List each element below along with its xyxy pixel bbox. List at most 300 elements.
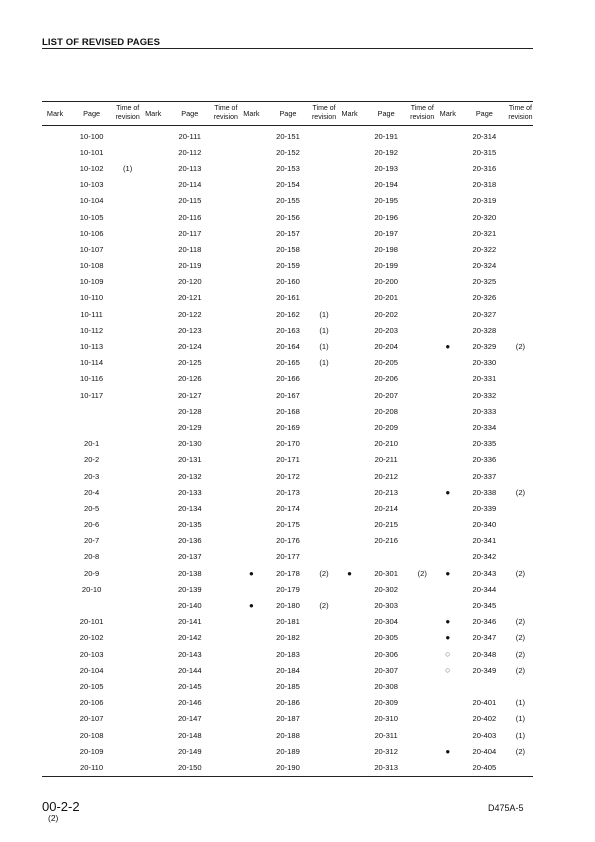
page-cell: 20-333 — [472, 406, 497, 416]
mark-cell — [140, 695, 166, 711]
mark-cell — [140, 581, 166, 597]
model-code: D475A-5 — [488, 803, 524, 813]
mark-cell — [337, 355, 363, 371]
mark-cell — [42, 565, 68, 581]
revision-cell — [312, 533, 337, 549]
revision-cell — [410, 581, 435, 597]
revision-cell — [312, 727, 337, 743]
filled-circle-icon: ● — [445, 568, 451, 578]
page-cell: 20-315 — [472, 147, 497, 157]
page-cell: 20-124 — [177, 342, 202, 352]
mark-cell — [140, 500, 166, 516]
revision-cell — [410, 468, 435, 484]
page-cell: 20-347 — [472, 633, 497, 643]
revision-cell — [410, 517, 435, 533]
page-cell: 20-146 — [177, 698, 202, 708]
page-cell: 20-144 — [177, 665, 202, 675]
mark-cell — [337, 274, 363, 290]
mark-cell — [435, 533, 461, 549]
page-cell: 20-196 — [374, 212, 398, 222]
revision-cell — [213, 468, 238, 484]
revision-cell — [508, 678, 533, 694]
table-row — [42, 241, 533, 257]
page-title: LIST OF REVISED PAGES — [42, 37, 161, 48]
table-row — [42, 403, 533, 419]
mark-cell — [435, 403, 461, 419]
mark-cell — [337, 193, 363, 209]
mark-cell — [238, 225, 264, 241]
page-header: Page — [363, 102, 410, 126]
mark-cell — [238, 258, 264, 274]
table-row — [42, 662, 533, 678]
revision-cell — [213, 274, 238, 290]
page-cell: 20-133 — [177, 487, 202, 497]
page-cell: 20-172 — [276, 471, 300, 481]
page-cell: 20-6 — [83, 520, 100, 530]
mark-cell — [435, 678, 461, 694]
mark-cell — [337, 597, 363, 613]
page-cell: 20-9 — [83, 568, 100, 578]
page-cell: 20-156 — [276, 212, 300, 222]
revision-cell — [312, 500, 337, 516]
filled-circle-icon: ● — [445, 342, 451, 352]
mark-cell — [337, 160, 363, 176]
table-row — [42, 711, 533, 727]
page-cell: 20-123 — [177, 325, 202, 335]
revision-cell — [115, 533, 140, 549]
revision-cell — [213, 597, 238, 613]
mark-cell — [140, 630, 166, 646]
revision-cell — [410, 759, 435, 776]
table-row — [42, 614, 533, 630]
revision-cell — [508, 355, 533, 371]
page-cell: 10-104 — [79, 196, 104, 206]
page-cell: 20-306 — [374, 649, 398, 659]
page-cell: 20-143 — [177, 649, 202, 659]
page-cell — [68, 403, 115, 419]
revision-cell — [410, 630, 435, 646]
revision-cell: (1) — [515, 698, 526, 708]
page-cell: 20-202 — [374, 309, 398, 319]
mark-cell — [140, 678, 166, 694]
page-cell: 20-303 — [374, 601, 398, 611]
mark-cell — [337, 436, 363, 452]
page-cell: 20-213 — [374, 487, 398, 497]
mark-cell — [140, 355, 166, 371]
page-cell: 20-332 — [472, 390, 497, 400]
mark-cell — [42, 387, 68, 403]
title-divider — [42, 48, 533, 49]
revision-cell — [312, 144, 337, 160]
time-header: Time of revision — [312, 102, 337, 126]
mark-cell — [337, 403, 363, 419]
revision-cell — [115, 711, 140, 727]
mark-cell — [140, 484, 166, 500]
revision-cell — [115, 209, 140, 225]
mark-cell — [238, 355, 264, 371]
table-row — [42, 306, 533, 322]
page-cell: 20-128 — [177, 406, 202, 416]
hollow-circle-icon: ○ — [445, 649, 451, 660]
table-row — [42, 387, 533, 403]
table-row — [42, 209, 533, 225]
mark-cell — [140, 371, 166, 387]
mark-cell — [238, 452, 264, 468]
mark-cell — [337, 630, 363, 646]
mark-cell — [42, 290, 68, 306]
revision-cell — [508, 371, 533, 387]
page-cell: 20-346 — [472, 617, 497, 627]
revision-cell — [508, 241, 533, 257]
mark-cell — [238, 306, 264, 322]
mark-cell — [435, 258, 461, 274]
mark-cell — [140, 711, 166, 727]
page-cell: 20-334 — [472, 422, 497, 432]
time-header: Time of revision — [410, 102, 435, 126]
mark-cell — [42, 581, 68, 597]
revision-cell — [312, 160, 337, 176]
page-cell: 20-305 — [374, 633, 398, 643]
mark-cell — [42, 743, 68, 759]
mark-cell — [238, 144, 264, 160]
mark-cell — [42, 759, 68, 776]
page-cell: 10-101 — [79, 147, 104, 157]
page-cell: 20-145 — [177, 681, 202, 691]
page-cell: 20-179 — [276, 584, 300, 594]
mark-cell — [238, 517, 264, 533]
mark-cell — [140, 565, 166, 581]
page-cell: 10-112 — [80, 325, 104, 335]
page-cell: 20-208 — [374, 406, 398, 416]
filled-circle-icon: ● — [347, 568, 352, 578]
mark-cell — [42, 662, 68, 678]
table-row — [42, 630, 533, 646]
page-header: Page — [68, 102, 115, 126]
page-cell: 20-312 — [374, 746, 398, 756]
table-row — [42, 468, 533, 484]
page-cell: 20-195 — [374, 196, 398, 206]
page-cell: 20-402 — [472, 714, 497, 724]
page-cell: 10-113 — [80, 342, 104, 352]
revision-cell — [410, 614, 435, 630]
page-cell: 20-108 — [79, 730, 104, 740]
revision-cell — [410, 258, 435, 274]
page-cell: 20-153 — [276, 163, 300, 173]
page-cell: 20-109 — [79, 746, 104, 756]
mark-cell — [435, 387, 461, 403]
mark-cell — [42, 338, 68, 354]
mark-cell — [42, 727, 68, 743]
revision-cell — [213, 452, 238, 468]
revision-cell — [410, 193, 435, 209]
mark-cell — [435, 126, 461, 145]
table-header-row — [42, 102, 533, 126]
revision-cell — [312, 419, 337, 435]
revision-cell — [115, 258, 140, 274]
mark-cell — [238, 126, 264, 145]
mark-cell — [42, 452, 68, 468]
revision-cell — [508, 452, 533, 468]
page-revision: (2) — [48, 813, 59, 823]
page-cell: 20-116 — [178, 212, 202, 222]
mark-cell — [238, 533, 264, 549]
mark-cell — [42, 322, 68, 338]
mark-cell — [337, 241, 363, 257]
page-cell: 10-110 — [80, 293, 104, 303]
revision-cell — [213, 517, 238, 533]
page-cell: 20-120 — [177, 277, 202, 287]
mark-cell — [140, 306, 166, 322]
page-cell: 20-175 — [276, 520, 300, 530]
mark-cell — [337, 419, 363, 435]
page-cell: 20-176 — [276, 536, 300, 546]
page-cell: 10-107 — [79, 244, 104, 254]
mark-cell — [435, 225, 461, 241]
table-row — [42, 177, 533, 193]
page-cell: 20-330 — [472, 358, 497, 368]
mark-cell — [337, 695, 363, 711]
revision-cell — [115, 225, 140, 241]
page-cell: 20-5 — [83, 503, 100, 513]
revision-cell — [508, 290, 533, 306]
page-cell: 20-197 — [374, 228, 398, 238]
mark-cell — [140, 144, 166, 160]
page-cell: 20-174 — [276, 503, 300, 513]
mark-cell — [140, 468, 166, 484]
page-cell: 20-147 — [177, 714, 202, 724]
revision-cell — [213, 549, 238, 565]
revision-cell — [115, 517, 140, 533]
revision-cell: (2) — [515, 633, 526, 643]
mark-cell — [42, 160, 68, 176]
page-cell: 20-313 — [363, 759, 410, 776]
table-row — [42, 452, 533, 468]
page-cell: 20-204 — [374, 342, 398, 352]
mark-cell — [42, 597, 68, 613]
table-row — [42, 322, 533, 338]
page-cell: 20-335 — [472, 439, 497, 449]
page-cell: 20-341 — [472, 536, 497, 546]
page-cell: 20-349 — [472, 665, 497, 675]
page-cell: 20-137 — [177, 552, 202, 562]
mark-cell — [140, 646, 166, 662]
page-cell: 20-310 — [374, 714, 398, 724]
page-cell: 20-3 — [83, 471, 100, 481]
page-cell: 20-7 — [83, 536, 100, 546]
page-cell: 20-135 — [177, 520, 202, 530]
page-cell — [461, 678, 508, 694]
page-cell: 20-130 — [177, 439, 202, 449]
mark-cell — [140, 258, 166, 274]
revision-cell — [410, 662, 435, 678]
table-row — [42, 678, 533, 694]
revision-cell — [115, 436, 140, 452]
revision-cell — [410, 549, 435, 565]
page-cell: 20-152 — [276, 147, 300, 157]
mark-cell — [238, 403, 264, 419]
mark-cell — [42, 711, 68, 727]
revision-cell — [410, 225, 435, 241]
page-cell: 20-171 — [276, 455, 300, 465]
page-cell: 20-1 — [83, 439, 100, 449]
table-body — [42, 126, 533, 777]
mark-cell — [238, 177, 264, 193]
revision-cell — [410, 500, 435, 516]
mark-cell — [337, 743, 363, 759]
mark-cell — [140, 419, 166, 435]
revision-cell — [115, 662, 140, 678]
revision-cell — [508, 209, 533, 225]
page-cell: 20-321 — [472, 228, 497, 238]
revision-cell — [312, 695, 337, 711]
mark-cell — [238, 241, 264, 257]
mark-cell — [140, 533, 166, 549]
mark-cell — [140, 160, 166, 176]
filled-circle-icon: ● — [445, 633, 451, 643]
mark-cell — [435, 306, 461, 322]
mark-cell — [238, 549, 264, 565]
page-cell: 20-404 — [472, 746, 497, 756]
page-cell: 20-157 — [276, 228, 300, 238]
revision-cell — [508, 403, 533, 419]
table-row — [42, 743, 533, 759]
revision-cell — [213, 711, 238, 727]
mark-cell — [435, 355, 461, 371]
mark-cell — [42, 614, 68, 630]
mark-cell — [140, 403, 166, 419]
page-cell: 20-198 — [374, 244, 398, 254]
mark-cell — [435, 500, 461, 516]
revision-cell — [410, 160, 435, 176]
page-cell: 20-184 — [276, 665, 300, 675]
revision-cell — [213, 338, 238, 354]
revision-cell — [115, 403, 140, 419]
page-cell: 20-319 — [472, 196, 497, 206]
revision-cell — [312, 209, 337, 225]
page-cell: 20-181 — [276, 617, 300, 627]
mark-cell — [238, 209, 264, 225]
mark-cell — [42, 695, 68, 711]
page-cell: 20-316 — [472, 163, 497, 173]
revision-cell — [410, 355, 435, 371]
revision-cell — [115, 759, 140, 776]
revision-cell — [213, 695, 238, 711]
mark-cell — [435, 160, 461, 176]
page-cell: 20-139 — [177, 584, 202, 594]
page-cell: 20-2 — [83, 455, 100, 465]
revision-cell — [213, 258, 238, 274]
page-cell: 20-343 — [472, 568, 497, 578]
mark-cell — [238, 436, 264, 452]
page-cell: 20-327 — [472, 309, 497, 319]
page-cell: 10-117 — [80, 390, 104, 400]
mark-cell — [42, 306, 68, 322]
revision-cell — [410, 452, 435, 468]
page-cell: 10-102 — [79, 163, 104, 173]
page-cell: 20-166 — [276, 374, 300, 384]
mark-cell — [238, 322, 264, 338]
revision-cell — [213, 355, 238, 371]
revision-cell — [508, 306, 533, 322]
revision-cell — [312, 646, 337, 662]
page-cell: 20-121 — [177, 293, 202, 303]
mark-cell — [140, 436, 166, 452]
mark-cell — [337, 533, 363, 549]
page-cell: 20-326 — [472, 293, 497, 303]
mark-cell — [238, 581, 264, 597]
revision-cell — [508, 177, 533, 193]
revision-cell — [312, 258, 337, 274]
revision-cell: (1) — [319, 309, 329, 319]
page-cell: 20-155 — [276, 196, 300, 206]
page-cell: 20-199 — [374, 261, 398, 271]
time-header: Time of revision — [508, 102, 533, 126]
mark-cell — [337, 177, 363, 193]
revision-cell: (2) — [515, 568, 526, 578]
revision-cell — [115, 306, 140, 322]
mark-cell — [337, 646, 363, 662]
revision-cell — [410, 678, 435, 694]
revision-cell — [508, 500, 533, 516]
mark-cell — [140, 597, 166, 613]
revision-cell — [115, 452, 140, 468]
revision-cell — [312, 678, 337, 694]
revision-cell — [213, 241, 238, 257]
revision-cell — [410, 646, 435, 662]
revision-cell — [115, 355, 140, 371]
page-cell: 20-126 — [177, 374, 202, 384]
revision-cell — [410, 533, 435, 549]
mark-cell — [337, 662, 363, 678]
page-cell: 20-106 — [79, 698, 104, 708]
revision-cell — [115, 597, 140, 613]
mark-cell — [42, 177, 68, 193]
revision-cell — [115, 614, 140, 630]
revision-cell — [508, 126, 533, 145]
mark-cell — [435, 695, 461, 711]
mark-cell — [238, 646, 264, 662]
page-cell: 20-158 — [276, 244, 300, 254]
revision-cell: (1) — [319, 342, 329, 352]
revision-cell — [410, 126, 435, 145]
mark-cell — [337, 258, 363, 274]
page-cell: 20-191 — [374, 131, 398, 141]
page-cell: 20-318 — [472, 180, 497, 190]
revision-cell — [213, 322, 238, 338]
revision-cell — [312, 743, 337, 759]
revision-cell — [508, 468, 533, 484]
revision-cell — [312, 581, 337, 597]
revision-cell — [410, 711, 435, 727]
table-row — [42, 597, 533, 613]
page-cell: 20-141 — [177, 617, 202, 627]
revision-cell: (2) — [319, 568, 329, 578]
page-cell: 20-154 — [276, 180, 300, 190]
revision-cell — [312, 436, 337, 452]
mark-cell — [337, 290, 363, 306]
table-row — [42, 290, 533, 306]
page-cell: 20-308 — [374, 681, 398, 691]
revision-cell: (1) — [515, 730, 526, 740]
page-cell: 20-194 — [374, 180, 398, 190]
page-cell: 20-190 — [264, 759, 311, 776]
page-cell: 20-142 — [177, 633, 202, 643]
revision-cell — [410, 419, 435, 435]
revision-cell — [508, 517, 533, 533]
mark-cell — [435, 322, 461, 338]
mark-cell — [435, 759, 461, 776]
revision-cell — [508, 759, 533, 776]
